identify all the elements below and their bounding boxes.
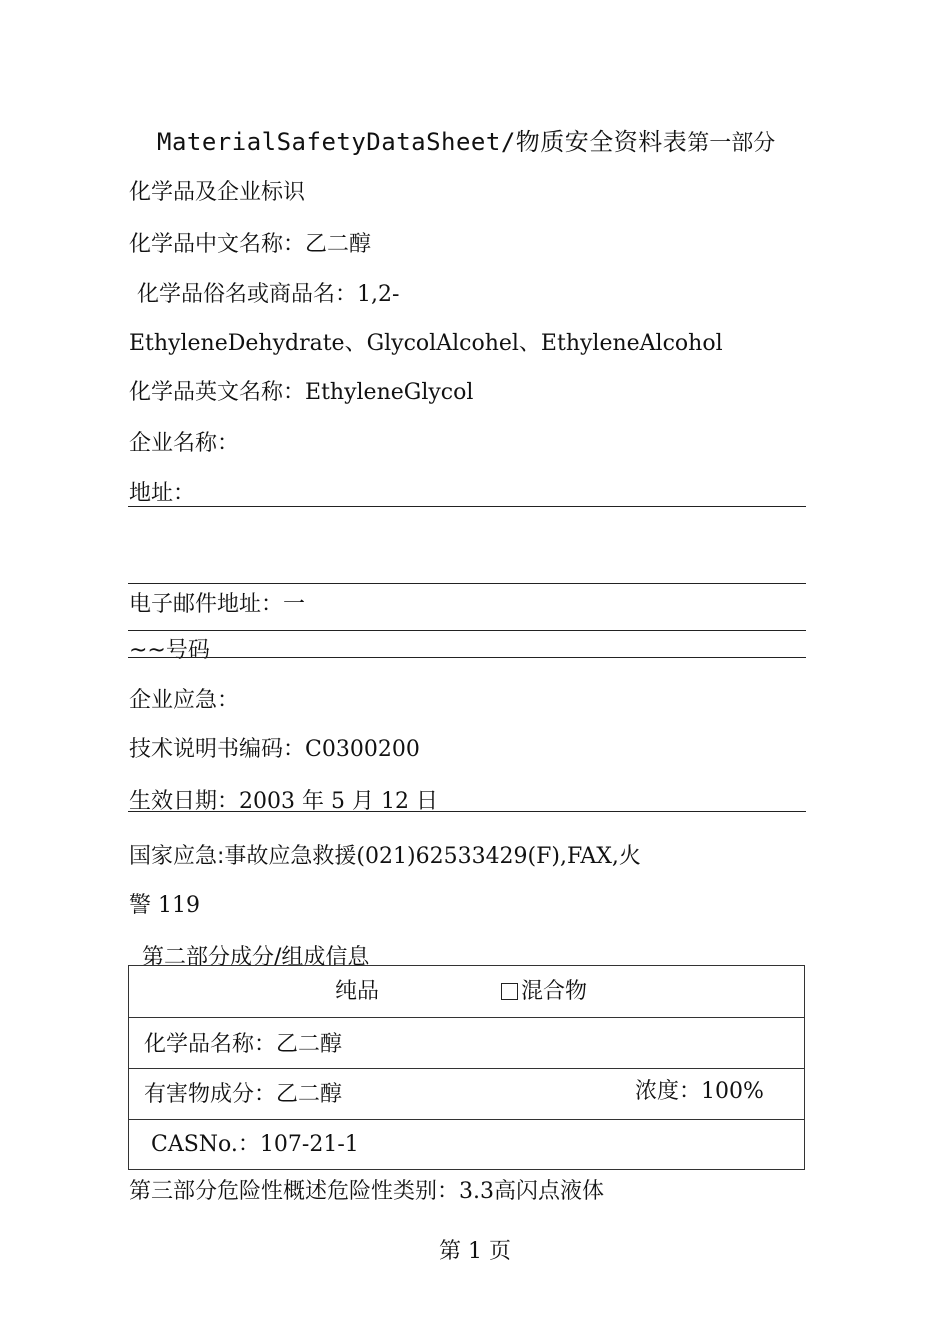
phone-label: ~~号码: [129, 638, 210, 663]
concentration-value: 100%: [701, 1079, 764, 1104]
effective-month: 5: [331, 789, 346, 814]
table-row: [129, 1069, 804, 1120]
page-prefix: 第: [438, 1239, 461, 1264]
cas-value: 107-21-1: [259, 1132, 359, 1157]
company-emergency-label: 企业应急：: [129, 688, 240, 713]
composition-table: [128, 965, 805, 1170]
national-emergency-value: (021)62533429(F),FAX,: [356, 844, 619, 869]
title-tail: 第一部分: [687, 131, 776, 156]
common-name-value-1: 1,2-: [357, 282, 400, 307]
cas-label: CASNo.：: [151, 1132, 260, 1157]
common-name-label: 化学品俗名或商品名：: [137, 282, 358, 307]
common-name-line: [137, 277, 399, 308]
en-name-line: [129, 375, 473, 406]
phone-top-rule: [128, 630, 806, 631]
fire-label-1: 火: [618, 844, 641, 869]
fire-number: 119: [158, 893, 201, 918]
en-name-value: EthyleneGlycol: [305, 380, 474, 405]
section3-line: [129, 1174, 604, 1205]
spec-code-label: 技术说明书编码：: [129, 737, 306, 762]
document-title: [157, 122, 775, 157]
spec-code-line: [129, 732, 420, 763]
title-main: MaterialSafetyDataSheet/物质安全资料表: [157, 128, 688, 156]
section1-heading: 化学品及企业标识: [129, 180, 306, 205]
address-label: 地址：: [129, 481, 196, 506]
hazard-class-text: 高闪点液体: [494, 1179, 605, 1204]
common-name-value-2: EthyleneDehydrate、GlycolAlcohel、EthyleneAlcohol: [129, 331, 723, 356]
mixture-option: [501, 974, 587, 1005]
cn-name-line: [129, 227, 371, 258]
concentration-label: 浓度：: [635, 1079, 702, 1104]
hazard-class-value: 3.3: [459, 1179, 495, 1204]
checkbox-icon: [501, 983, 518, 1000]
table-row: [129, 1018, 804, 1069]
page-number: 1: [468, 1239, 482, 1264]
table-row: [129, 966, 804, 1018]
effective-day-unit: 日: [416, 789, 439, 814]
company-label: 企业名称：: [129, 431, 240, 456]
page-suffix: 页: [489, 1239, 512, 1264]
spec-code-value: C0300200: [305, 737, 420, 762]
effective-year: 2003: [239, 789, 296, 814]
phone-bottom-rule: [128, 657, 806, 658]
effective-label: 生效日期：: [129, 789, 240, 814]
concentration: [635, 1074, 764, 1105]
chem-name-label: 化学品名称：乙二醇: [144, 1032, 343, 1057]
page-footer: [0, 1234, 950, 1265]
address-rule: [128, 506, 806, 507]
table-row: [129, 1120, 804, 1169]
email-top-rule: [128, 583, 806, 584]
effective-day: 12: [381, 789, 410, 814]
section3-heading: 第三部分危险性概述危险性类别：: [129, 1179, 460, 1204]
en-name-label: 化学品英文名称：: [129, 380, 306, 405]
fire-label-2: 警: [129, 893, 152, 918]
mixture-label: 混合物: [521, 979, 588, 1004]
national-emergency-line: [129, 839, 641, 870]
hazard-label: 有害物成分：乙二醇: [144, 1082, 343, 1107]
effective-month-unit: 月: [352, 789, 375, 814]
cn-name-label: 化学品中文名称：: [129, 232, 306, 257]
pure-label: 纯品: [335, 979, 380, 1004]
fire-line: [129, 888, 200, 919]
cn-name-value: 乙二醇: [305, 232, 372, 257]
section2-heading: 第二部分成分/组成信息: [142, 945, 370, 970]
effective-rule: [128, 811, 806, 812]
cas-line: [151, 1127, 359, 1158]
national-emergency-label: 国家应急:事故应急救援: [129, 844, 357, 869]
email-label: 电子邮件地址：一: [129, 592, 306, 617]
effective-year-unit: 年: [302, 789, 325, 814]
